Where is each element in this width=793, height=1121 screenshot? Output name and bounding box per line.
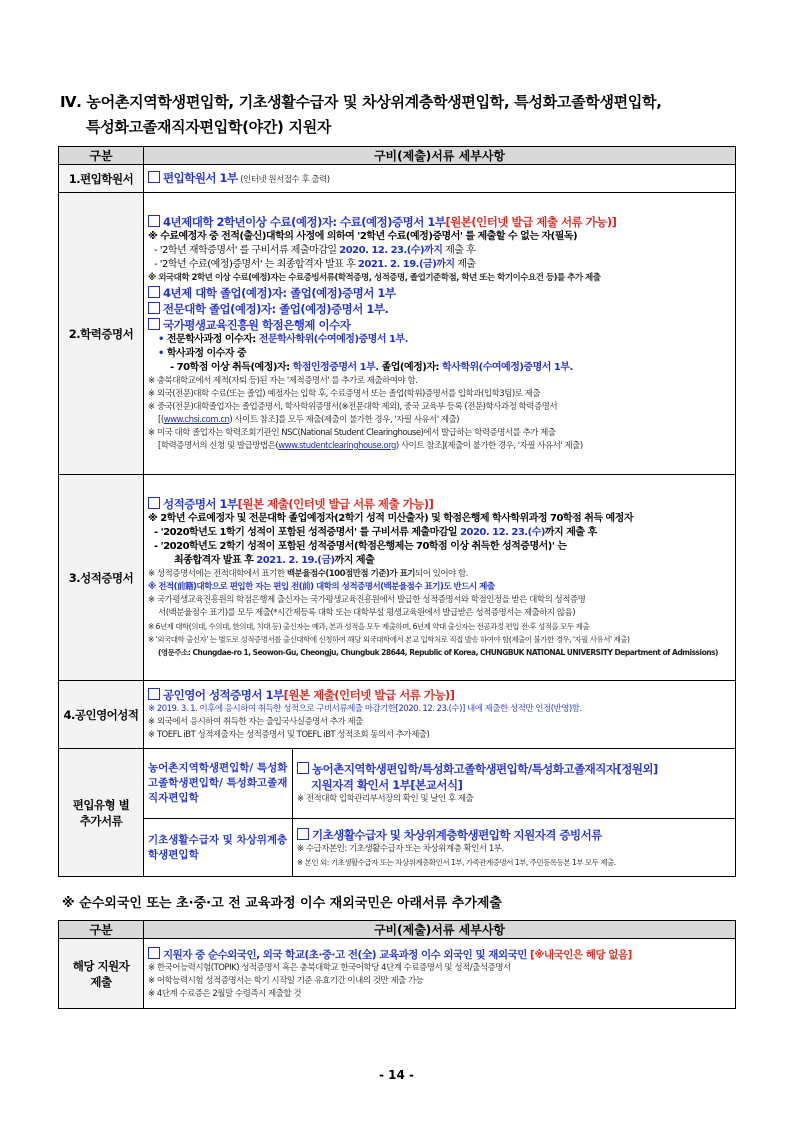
col-header-details-2: 구비(제출)서류 세부사항 <box>144 921 736 939</box>
edu-step1-date: 2020. 12. 23.(수)까지 <box>339 245 443 256</box>
grade-note-5: ※ 6년제 대학(의대, 수의대, 한의대, 치대 등) 출신자는 예과, 본과 성적을 모두 제출하며, 6년제 약대 출신자는 전공과정 편입 전·후 성적을 모두 제출 <box>148 622 590 631</box>
grade-note-1b: 백분율점수(100점만점 기준)가 표기 <box>286 569 415 579</box>
square-bullet-icon <box>148 497 160 509</box>
edu-grad-label: 졸업(예정)자: <box>378 362 443 373</box>
grade-step2-tail: 까지 제출 <box>334 555 375 566</box>
row-label-english: 4.공인영어성적 <box>59 681 144 749</box>
application-title: 편입학원서 1부 <box>163 171 238 185</box>
type-sub-rural: 농어촌지역학생편입학/ 특성화고졸학생편입학/ 특성화고졸재직자편입학 <box>144 749 293 819</box>
type-label-2: 추가서류 <box>79 813 123 828</box>
row-label-application: 1.편입학원서 <box>59 165 144 193</box>
edu-step2-tail: 제출 <box>454 259 476 270</box>
foreign-note-1: ※ 한국어능력시험(TOPIK) 성적증명서 혹은 충북대학교 한국어학당 4단계 수료증명서 및 성적/출석증명서 <box>148 962 511 973</box>
edu-70credit-doc: 학점인정증명서 1부. <box>292 362 379 373</box>
grade-step2: - '2020학년도 2학기 성적이 포함된 성적증명서(학점은행제는 70학점 이상 취득한 성적증명서)' 는 <box>154 541 567 552</box>
page-number: - 14 - <box>378 1068 414 1082</box>
foreign-label-1: 해당 지원자 <box>72 958 130 973</box>
square-bullet-icon <box>148 171 160 183</box>
edu-70credit-label: - 70학점 이상 취득(예정)자: <box>170 362 293 373</box>
type-content-rural <box>293 749 736 819</box>
grade-item: 성적증명서 1부 <box>163 497 238 511</box>
application-note: (인터넷 원서접수 후 출력) <box>240 175 330 185</box>
edu-assoc-label: 전문학사과정 이수자: <box>166 334 259 345</box>
edu-note-3: ※ 중국(전문)대학졸업자는 졸업증명서, 학사학위증명서(※전문대학 제외), 중국 교육부 등록 (전문)학사과정 학력증명서 <box>148 402 558 412</box>
grade-step1-tail: 까지 제출 후 <box>544 527 597 538</box>
square-bullet-icon <box>297 828 309 840</box>
row-label-foreign <box>59 939 144 1009</box>
edu-notice: ※ 수료예정자 중 전적(출신)대학의 사정에 의하여 '2학년 수료(예정)증명서' 를 제출할 수 없는 자(필독) <box>148 231 578 242</box>
grade-step2b: 최종합격자 발표 후 <box>174 555 257 566</box>
edu-step2-date: 2021. 2. 19.(금)까지 <box>357 259 455 270</box>
grade-note-7: (영문주소: Chungdae-ro 1, Seowon-Gu, Cheongju, Chungbuk 28644, Republic of Korea, CHUNGBUK NATIONAL UNIVERSITY Department of Admissions) <box>158 648 718 657</box>
documents-table <box>58 146 736 877</box>
type-sub-low-income: 기초생활수급자 및 차상위계층학생편입학 <box>144 819 293 877</box>
row-label-transcript: 3.성적증명서 <box>59 475 144 681</box>
grade-note-3: ※ 국가평생교육진흥원의 학점은행제 출신자는 국가평생교육진흥원에서 발급한 성적증명서와 학점인정을 받은 대학의 성적증명 <box>148 595 586 605</box>
edu-grad-doc: 학사학위(수여예정)증명서 1부. <box>442 362 573 373</box>
grade-note-4: 서(백분율점수 표기)를 모두 제출(*시간제등록 대학 또는 대학부설 평생교육원에서 발급받은 성적증명서는 제출하지 않음) <box>158 608 576 618</box>
col-header-category-2: 구분 <box>59 921 144 939</box>
row-label-type <box>59 749 144 877</box>
chsi-link[interactable]: www.chsi.com.cn <box>163 415 230 425</box>
square-bullet-icon <box>148 215 160 227</box>
square-bullet-icon <box>148 688 160 700</box>
col-header-category: 구분 <box>59 147 144 165</box>
edu-note-4-post: ) 사이트 참조]를 모두 제출(제출이 불가한 경우, '자필 사유서' 제출) <box>229 415 460 425</box>
row-content-foreign <box>144 939 736 1009</box>
english-note-1: ※ 2019. 3. 1. 이후에 응시하여 취득한 성적으로 구비서류제출 마감기한[2020. 12. 23.(수)] 내에 제출한 성적만 인정(반영)함. <box>148 704 582 714</box>
nsc-link[interactable]: www.studentclearinghouse.org <box>278 441 396 451</box>
foreign-label-2: 제출 <box>90 974 112 989</box>
grade-notice: ※ 2학년 수료예정자 및 전문대학 졸업예정자(2학기 성적 미산출자) 및 학점은행제 학사학위과정 70학점 취득 예정자 <box>148 513 633 524</box>
grade-note-2: ※ 전적(前籍)대학으로 편입한 자는 편입 전(前) 대학의 성적증명서(백분율점수 표기)도 반드시 제출 <box>148 582 495 592</box>
col-header-details: 구비(제출)서류 세부사항 <box>144 147 736 165</box>
edu-item-4yr: 4년제대학 2학년이상 수료(예정)자: 수료(예정)증명서 1부 <box>163 215 446 229</box>
edu-step1-text: - '2학년 재학증명서' 를 구비서류 제출마감일 <box>154 245 340 256</box>
foreign-note-2: ※ 어학능력시험 성적증명서는 학기 시작일 기준 유효기간 이내의 것만 제출 가능 <box>148 975 424 986</box>
edu-note-6-pre: [학력증명서의 신청 및 발급방법은( <box>158 441 279 451</box>
low-income-note-2: ※ 본인 외: 기초생활수급자 또는 차상위계층확인서 1부, 가족관계증명서 1부, 주민등록등본 1부 모두 제출. <box>297 857 616 867</box>
grade-step1: - '2020학년도 1학기 성적이 포함된 성적증명서' 를 구비서류 제출마감일 <box>154 527 461 538</box>
row-content-english <box>144 681 736 749</box>
edu-note-4-pre: [( <box>158 415 164 425</box>
foreign-table <box>58 920 736 1009</box>
grade-note-6: ※ '외국대학 출신자' 는 별도로 성적증명서를 출신대학에 신청하여 해당 외국대학에서 본교 입학처로 직접 발송 하여야 함(제출이 불가한 경우, '자필 사유서' 제출) <box>148 635 630 644</box>
grade-note-1c: 되어 있어야 함. <box>415 569 468 579</box>
grade-note-1a: ※ 성적증명서에는 전적대학에서 표기한 <box>148 569 287 579</box>
low-income-note-1: ※ 수급자본인: 기초생활수급자 또는 차상위계층 확인서 1부. <box>297 843 504 854</box>
square-bullet-icon <box>148 286 160 298</box>
edu-assoc-doc: 전문학사학위(수여예정)증명서 1부. <box>258 334 408 345</box>
edu-note-6-post: ) 사이트 참조](제출이 불가한 경우, '자필 사유서' 제출) <box>395 441 583 451</box>
heading-line-1: Ⅳ. 농어촌지역학생편입학, 기초생활수급자 및 차상위계층학생편입학, 특성화고졸학생편입학, <box>60 93 662 111</box>
edu-bachelor-label: 학사과정 이수자 중 <box>166 348 247 359</box>
edu-note-5: ※ 미국 대학 졸업자는 학력조회기관인 NSC(National Student Clearinghouse)에서 발급하는 학력증명서를 추가 제출 <box>148 428 556 438</box>
english-item: 공인영어 성적증명서 1부 <box>163 688 284 702</box>
edu-item-grad: 4년제 대학 졸업(예정)자: 졸업(예정)증명서 1부 <box>163 286 396 300</box>
foreign-item-exclusion: [※내국인은 해당 없음] <box>530 948 632 961</box>
low-income-item: 기초생활수급자 및 차상위계층학생편입학 지원자격 증빙서류 <box>312 827 602 842</box>
english-note-3: ※ TOEFL iBT 성적제출자는 성적증명서 및 TOEFL iBT 성적조회 동의서 추가제출) <box>148 730 430 740</box>
edu-step2-text: - '2학년 수료(예정)증명서' 는 최종합격자 발표 후 <box>154 259 358 270</box>
row-content-education: 4년제대학 2학년이상 수료(예정)자: 수료(예정)증명서 1부[원본(인터넷 발급 제출 서류 가능)] ※ 수료예정자 중 전적(출신)대학의 사정에 의하여 '2학년 수료(예정)증명서' 를 제출할 수 없는 자(필독) - '2학년 재학증명서' 를 구비서류 제출마감일 2020. 12. 23.(수)까지 제출 후 - '2학년 수료(예정)증명서' 는 최종합격자 발표 후 2021. 2. 19.(금)까지 제출 ※ 외국대학 2학년 이상 수료(예정)자는 수료증빙서류(학적증명, 성적증명, 졸업기준학점, 학년 또는 학기이수요건 등)를 추가 제출 4년제 대학 졸업(예정)자: 졸업(예정)증명서 1부 전문대학 졸업(예정)자: 졸업(예정)증명서 1부. 국가평생교육진흥원 학점은행제 이수자 • 전문학사과정 이수자: 전문학사학위(수여예정)증명서 1부. • 학사과정 이수자 중 - 70학점 이상 취득(예정)자: 학점인정증명서 1부. 졸업(예정)자: 학사학위(수여예정)증명서 1부. ※ 충북대학교에서 제적(자퇴 등)된 자는 '제적증명서' 를 추가로 제출하여야 함. ※ 외국(전문)대학 수료(또는 졸업) 예정자는 입학 후, 수료증명서 또는 졸업(학위)증명서를 입학과(입학3팀)로 제출 ※ 중국(전문)대학졸업자는 졸업증명서, 학사학위증명서(※전문대학 제외), 중국 교육부 등록 (전문)학사과정 학력증명서 [(www.chsi.com.cn) 사이트 참조]를 모두 제출(제출이 불가한 경우, '자필 사유서' 제출) ※ 미국 대학 졸업자는 학력조회기관인 NSC(National Student Clearinghouse)에서 발급하는 학력증명서를 추가 제출 [학력증명서의 신청 및 발급방법은(www.studentclearinghouse.org) 사이트 참조](제출이 불가한 경우, '자필 사유서' 제출) <box>144 193 736 475</box>
edu-item-credit-bank: 국가평생교육진흥원 학점은행제 이수자 <box>163 318 351 332</box>
foreign-item: 지원자 중 순수외국인, 외국 학교(초·중·고 전(全) 교육과정 이수 외국인 및 재외국민 <box>163 948 531 961</box>
rural-item: 농어촌지역학생편입학/특성화고졸학생편입학/특성화고졸재직자[정원외] <box>312 762 658 776</box>
english-note-2: ※ 외국에서 응시하여 취득한 자는 출입국사실증명서 추가 제출 <box>148 717 363 727</box>
square-bullet-icon <box>148 302 160 314</box>
rural-note: ※ 전적대학 입학관리부서장의 확인 및 날인 후 제출 <box>297 794 474 804</box>
edu-note-1: ※ 충북대학교에서 제적(자퇴 등)된 자는 '제적증명서' 를 추가로 제출하여야 함. <box>148 376 418 386</box>
square-bullet-icon <box>148 947 160 959</box>
edu-item-4yr-original: [원본(인터넷 발급 제출 서류 가능)] <box>445 215 617 229</box>
square-bullet-icon <box>297 762 309 774</box>
edu-foreign-note: ※ 외국대학 2학년 이상 수료(예정)자는 수료증빙서류(학적증명, 성적증명, 졸업기준학점, 학년 또는 학기이수요건 등)를 추가 제출 <box>148 273 601 283</box>
square-bullet-icon <box>148 318 160 330</box>
foreign-note-3: ※ 4단계 수료증은 2월말 수령즉시 제출할 것 <box>148 988 302 999</box>
edu-step1-tail: 제출 후 <box>442 245 476 256</box>
type-content-low-income <box>293 819 736 877</box>
grade-step1-date: 2020. 12. 23.(수) <box>460 527 545 538</box>
heading-line-2: 특성화고졸재직자편입학(야간) 지원자 <box>86 118 332 136</box>
type-label-1: 편입유형 별 <box>72 797 130 812</box>
grade-item-original: [원본 제출(인터넷 발급 서류 제출 가능)] <box>237 497 434 511</box>
edu-item-college: 전문대학 졸업(예정)자: 졸업(예정)증명서 1부. <box>163 302 389 316</box>
grade-step2-date: 2021. 2. 19.(금) <box>256 555 335 566</box>
section-heading <box>60 90 760 140</box>
rural-item-2: 지원자격 확인서 1부[본교서식] <box>311 778 463 792</box>
row-content-transcript <box>144 475 736 681</box>
row-label-education: 2.학력증명서 <box>59 193 144 475</box>
foreign-note: ※ 순수외국인 또는 초·중·고 전 교육과정 이수 재외국민은 아래서류 추가제출 <box>62 896 502 911</box>
row-content-application <box>144 165 736 193</box>
english-item-original: [원본 제출(인터넷 발급 서류 가능)] <box>283 688 455 702</box>
edu-note-2: ※ 외국(전문)대학 수료(또는 졸업) 예정자는 입학 후, 수료증명서 또는 졸업(학위)증명서를 입학과(입학3팀)로 제출 <box>148 389 541 399</box>
